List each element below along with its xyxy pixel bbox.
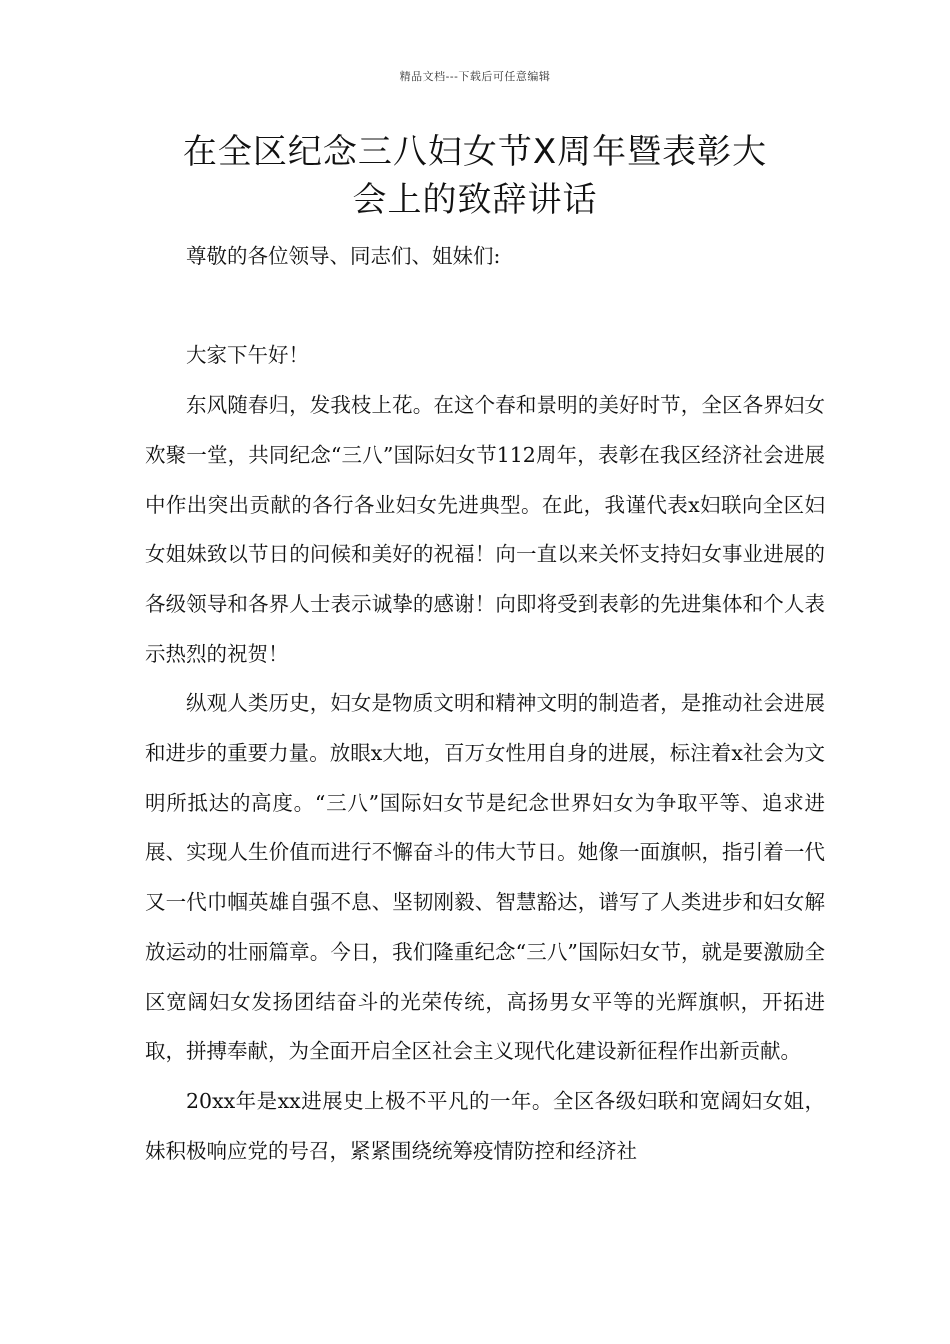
document-title <box>120 128 830 224</box>
paragraph-greeting: 大家下午好！ <box>186 343 309 368</box>
title-line-1: 在全区纪念三八妇女节X周年暨表彰大 <box>182 132 768 172</box>
salutation: 尊敬的各位领导、同志们、姐妹们: <box>186 244 501 268</box>
title-line-2: 会上的致辞讲话 <box>352 180 598 220</box>
paragraph-history: 纵观人类历史，妇女是物质文明和精神文明的制造者，是推动社会进展和进步的重要力量。放眼x大地，百万女性用自身的进展，标注着x社会为文明所抵达的高度。“三八”国际妇女节是纪念世界妇女为争取平等、追求进展、实现人生价值而进行不懈奋斗的伟大节日。她像一面旗帜，指引着一代又一代巾帼英雄自强不息、坚韧刚毅、智慧豁达，谱写了人类进步和妇女解放运动的壮丽篇章。今日，我们隆重纪念“三八”国际妇女节，就是要激励全区宽阔妇女发扬团结奋斗的光荣传统，高扬男女平等的光辉旗帜，开拓进取，拼搏奉献，为全面开启全区社会主义现代化建设新征程作出新贡献。 <box>145 691 825 1064</box>
paragraph-review: 20xx年是xx进展史上极不平凡的一年。全区各级妇联和宽阔妇女姐，妹积极响应党的号召，紧紧围绕统筹疫情防控和经济社 <box>145 1088 825 1163</box>
header-note: 精品文档---下载后可任意编辑 <box>399 70 551 83</box>
paragraph-opening: 东风随春归，发我枝上花。在这个春和景明的美好时节，全区各界妇女欢聚一堂，共同纪念“三八”国际妇女节112周年，表彰在我区经济社会进展中作出突出贡献的各行各业妇女先进典型。在此，我谨代表x妇联向全区妇女姐妹致以节日的问候和美好的祝福！向一直以来关怀支持妇女事业进展的各级领导和各界人士表示诚挚的感谢！向即将受到表彰的先进集体和个人表示热烈的祝贺！ <box>145 393 825 666</box>
document-body <box>145 232 825 1176</box>
